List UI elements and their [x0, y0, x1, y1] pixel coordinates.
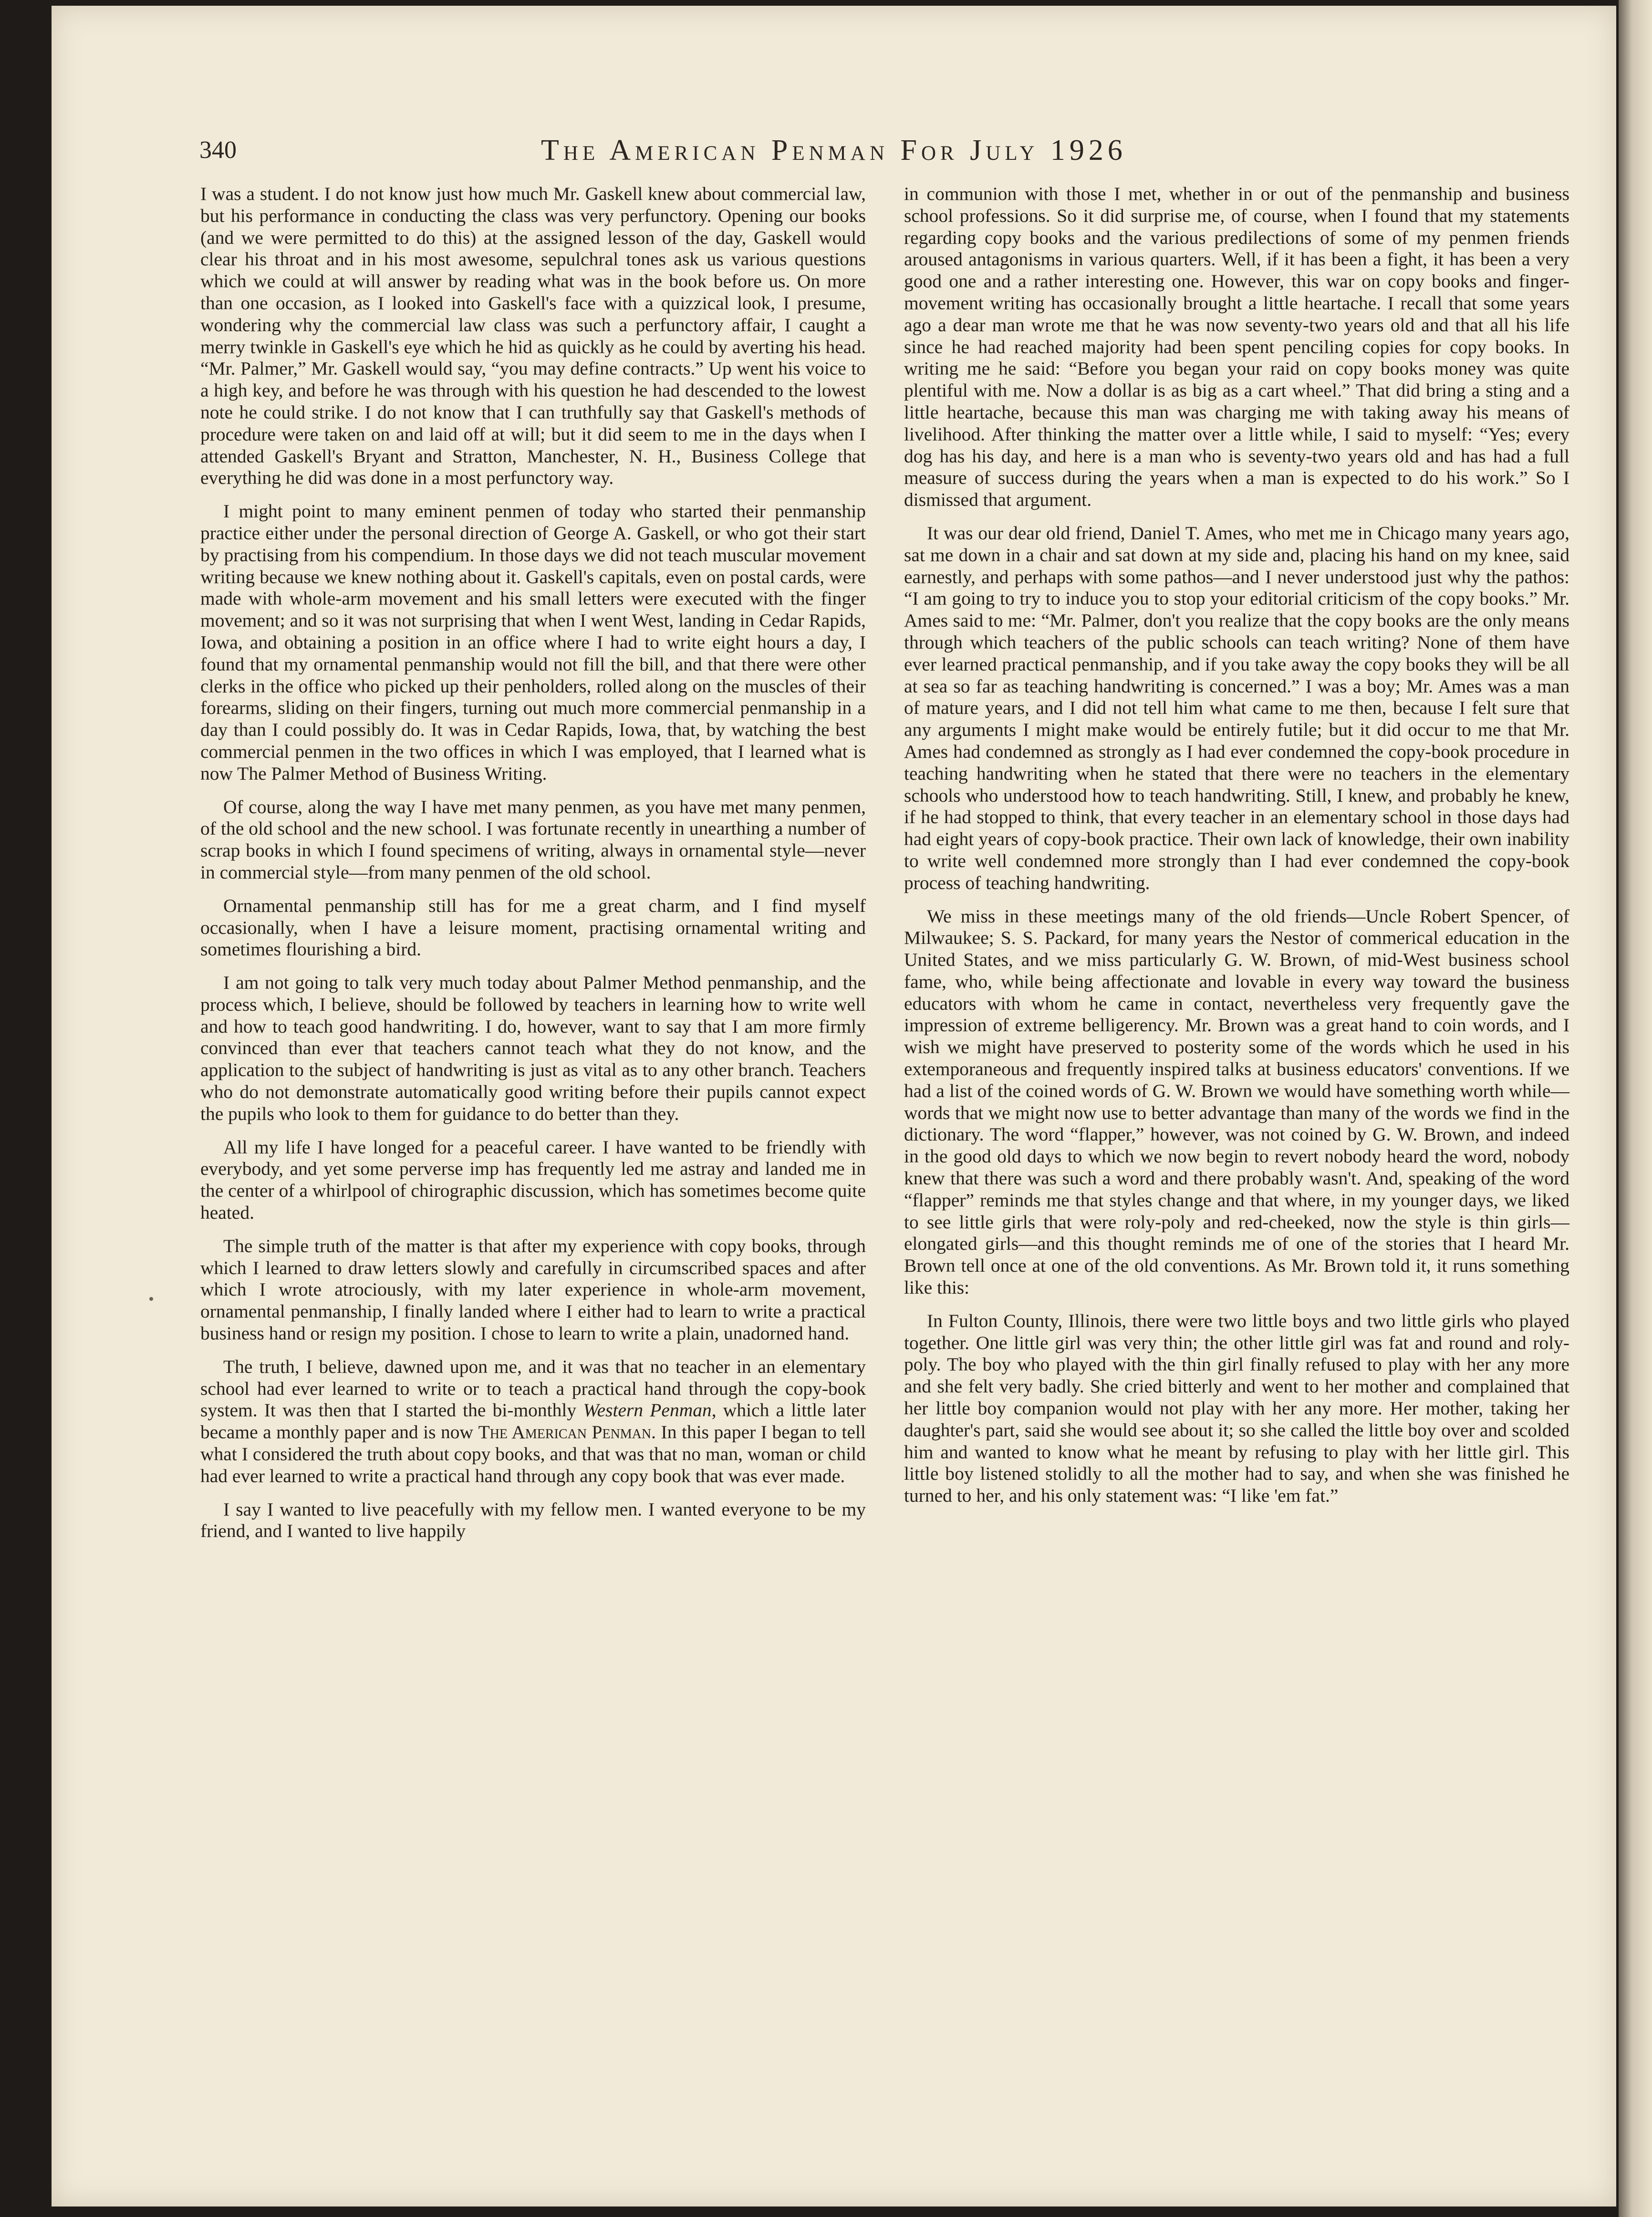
paragraph-text: , which a little later became a monthly paper and is now: [200, 1400, 866, 1443]
paragraph-text: . In this paper I began to tell what I considered the truth about copy books, and that was that no man, woman or child had ever learned to write a practical hand through any copy book that was ever made.: [200, 1422, 866, 1486]
margin-speck: [149, 1297, 153, 1301]
paragraph: All my life I have longed for a peaceful career. I have wanted to be friendly with everybody, and yet some perverse imp has frequently led me astray and landed me in the center of a whirlpool of chirographic discussion, which has sometimes become quite heated.: [200, 1136, 866, 1224]
paragraph: Of course, along the way I have met many penmen, as you have met many penmen, of the old school and the new school. I was fortunate recently in unearthing a number of scrap books in which I found specimens of writing, always in ornamental style—never in commercial style—from many penmen of the old school.: [200, 796, 866, 883]
paragraph: The simple truth of the matter is that after my experience with copy books, through which I learned to draw letters slowly and carefully in circumscribed spaces and after which I wrote atrociously, with my later experience in whole-arm movement, ornamental penmanship, I finally landed where I either had to learn to write a practical business hand or resign my position. I chose to learn to write a plain, unadorned hand.: [200, 1235, 866, 1344]
paragraph: I am not going to talk very much today about Palmer Method penmanship, and the process which, I believe, should be followed by teachers in learning how to write well and how to teach good handwriting. I do, however, want to say that I am more firmly convinced than ever that teachers cannot teach what they do not know, and the application to the subject of handwriting is just as vital as to any other branch. Teachers who do not demonstrate automatically good writing before their pupils cannot expect the pupils who look to them for guidance to do better than they.: [200, 972, 866, 1124]
paragraph: It was our dear old friend, Daniel T. Ames, who met me in Chicago many years ago, sat me down in a chair and sat down at my side and, placing his hand on my knee, said earnestly, and perhaps with some pathos—and I never understood just why the pathos: “I am going to try to induce you to stop your editorial criticism of the copy books.” Mr. Ames said to me: “Mr. Palmer, don't you realize that the copy books are the only means through which teachers of the public schools can teach writing? None of them have ever learned practical penmanship, and if you take away the copy books they will be all at sea so far as teaching handwriting is concerned.” I was a boy; Mr. Ames was a man of mature years, and I did not tell him what came to me then, because I felt sure that any arguments I might make would be entirely futile; but it did occur to me that Mr. Ames had condemned as strongly as I had ever condemned the copy-book procedure in teaching handwriting when he stated that there were no teachers in the elementary schools who understood how to teach handwriting. Still, I knew, and probably he knew, if he had stopped to think, that every teacher in an elementary school in those days had had eight years of copy-book practice. Their own lack of knowledge, their own inability to write well condemned more strongly than I had ever condemned the copy-book process of teaching handwriting.: [904, 522, 1569, 893]
right-column: [904, 183, 1569, 1507]
page-edge-shadow: [1619, 0, 1652, 2217]
page-header: [52, 6, 1616, 197]
paragraph-text: The truth, I believe, dawned upon me, and it was that no teacher in an elementary school had ever learned to write or to teach a practical hand through the copy-book system. It was then that I started the bi-monthly: [200, 1356, 866, 1421]
publication-title: Western Penman: [583, 1400, 712, 1421]
paragraph: I might point to many eminent penmen of today who started their penmanship practice either under the personal direction of George A. Gaskell, or who got their start by practising from his compendium. In those days we did not teach muscular movement writing because we knew nothing about it. Gaskell's capitals, even on postal cards, were made with whole-arm movement and his small letters were executed with the finger movement; and so it was not surprising that when I went West, landing in Cedar Rapids, Iowa, and obtaining a position in an office where I had to write eight hours a day, I found that my ornamental penmanship would not fill the bill, and that there were other clerks in the office who picked up their penholders, rolled along on the muscles of their forearms, sliding on their fingers, turning out much more commercial penmanship in a day than I could possibly do. It was in Cedar Rapids, Iowa, that, by watching the best commercial penmen in the two offices in which I was employed, that I learned what is now The Palmer Method of Business Writing.: [200, 501, 866, 784]
magazine-page: [52, 6, 1616, 2207]
paragraph: I say I wanted to live peacefully with my fellow men. I wanted everyone to be my friend, and I wanted to live happily: [200, 1498, 866, 1542]
paragraph: We miss in these meetings many of the old friends—Uncle Robert Spencer, of Milwaukee; S. S. Packard, for many years the Nestor of commerical education in the United States, and we miss particularly G. W. Brown, of mid-West business school fame, who, while being affectionate and lovable in every way toward the business educators with whom he came in contact, nevertheless very frequently gave the impression of extreme belligerency. Mr. Brown was a great hand to coin words, and I wish we might have preserved to posterity some of the words which he used in his extemporaneous and frequently inspired talks at business educators' conventions. If we had a list of the coined words of G. W. Brown we would have something worth while—words that we might now use to better advantage than many of the words we find in the dictionary. The word “flapper,” however, was not coined by G. W. Brown, and indeed in the good old days to which we now begin to revert nobody heard the word, nobody knew that there was such a word and there probably wasn't. And, speaking of the word “flapper” reminds me that styles change and that where, in my younger days, we liked to see little girls that were roly-poly and red-cheeked, now the style is thin girls—elongated girls—and this thought reminds me of one of the stories that I heard Mr. Brown tell once at one of the old conventions. As Mr. Brown told it, it runs something like this:: [904, 905, 1569, 1298]
page-number: 340: [199, 136, 237, 164]
paragraph: [200, 1356, 866, 1487]
paragraph: I was a student. I do not know just how much Mr. Gaskell knew about commercial law, but his performance in conducting the class was very perfunctory. Opening our books (and we were permitted to do this) at the assigned lesson of the day, Gaskell would clear his throat and in his most awesome, sepulchral tones ask us various questions which we could at will answer by reading what was in the book before us. On more than one occasion, as I looked into Gaskell's face with a quizzical look, I presume, wondering why the commercial law class was such a perfunctory affair, I caught a merry twinkle in Gaskell's eye which he hid as quickly as he could by averting his head. “Mr. Palmer,” Mr. Gaskell would say, “you may define contracts.” Up went his voice to a high key, and before he was through with his question he had descended to the lowest note he could strike. I do not know that I can truthfully say that Gaskell's methods of procedure were taken on and laid off at will; but it did seem to me in the days when I attended Gaskell's Bryant and Stratton, Manchester, N. H., Business College that everything he did was done in a most perfunctory way.: [200, 183, 866, 489]
paragraph: Ornamental penmanship still has for me a great charm, and I find myself occasionally, when I have a leisure moment, practising ornamental writing and sometimes flourishing a bird.: [200, 895, 866, 960]
paragraph: in communion with those I met, whether in or out of the penmanship and business school professions. So it did surprise me, of course, when I found that my statements regarding copy books and the various predilections of some of my penmen friends aroused antagonisms in various quarters. Well, if it has been a fight, it has been a very good one and a rather interesting one. However, this war on copy books and finger-movement writing has occasionally brought a little heartache. I recall that some years ago a dear man wrote me that he was now seventy-two years old and that all his life since he had reached majority had been spent penciling copies for copy books. In writing me he said: “Before you began your raid on copy books money was quite plentiful with me. Now a dollar is as big as a cart wheel.” That did bring a sting and a little heartache, because this man was charging me with taking away his means of livelihood. After thinking the matter over a little while, I said to myself: “Yes; every dog has his day, and here is a man who is seventy-two years old and has had a full measure of success during the years when a man is expected to do his work.” So I dismissed that argument.: [904, 183, 1569, 511]
publication-title: The American Penman: [478, 1422, 652, 1443]
left-column: [200, 183, 866, 1542]
running-title: The American Penman For July 1926: [541, 134, 1127, 167]
paragraph: In Fulton County, Illinois, there were two little boys and two little girls who played together. One little girl was very thin; the other little girl was fat and round and roly-poly. The boy who played with the thin girl finally refused to play with her any more and she felt very badly. She cried bitterly and went to her mother and complained that her little boy companion would not play with her any more. Her mother, taking her daughter's part, said she would see about it; so she called the little boy over and scolded him and wanted to know what he meant by refusing to play with her little girl. This little boy listened stolidly to all the mother had to say, and when she was finished he turned to her, and his only statement was: “I like 'em fat.”: [904, 1310, 1569, 1506]
